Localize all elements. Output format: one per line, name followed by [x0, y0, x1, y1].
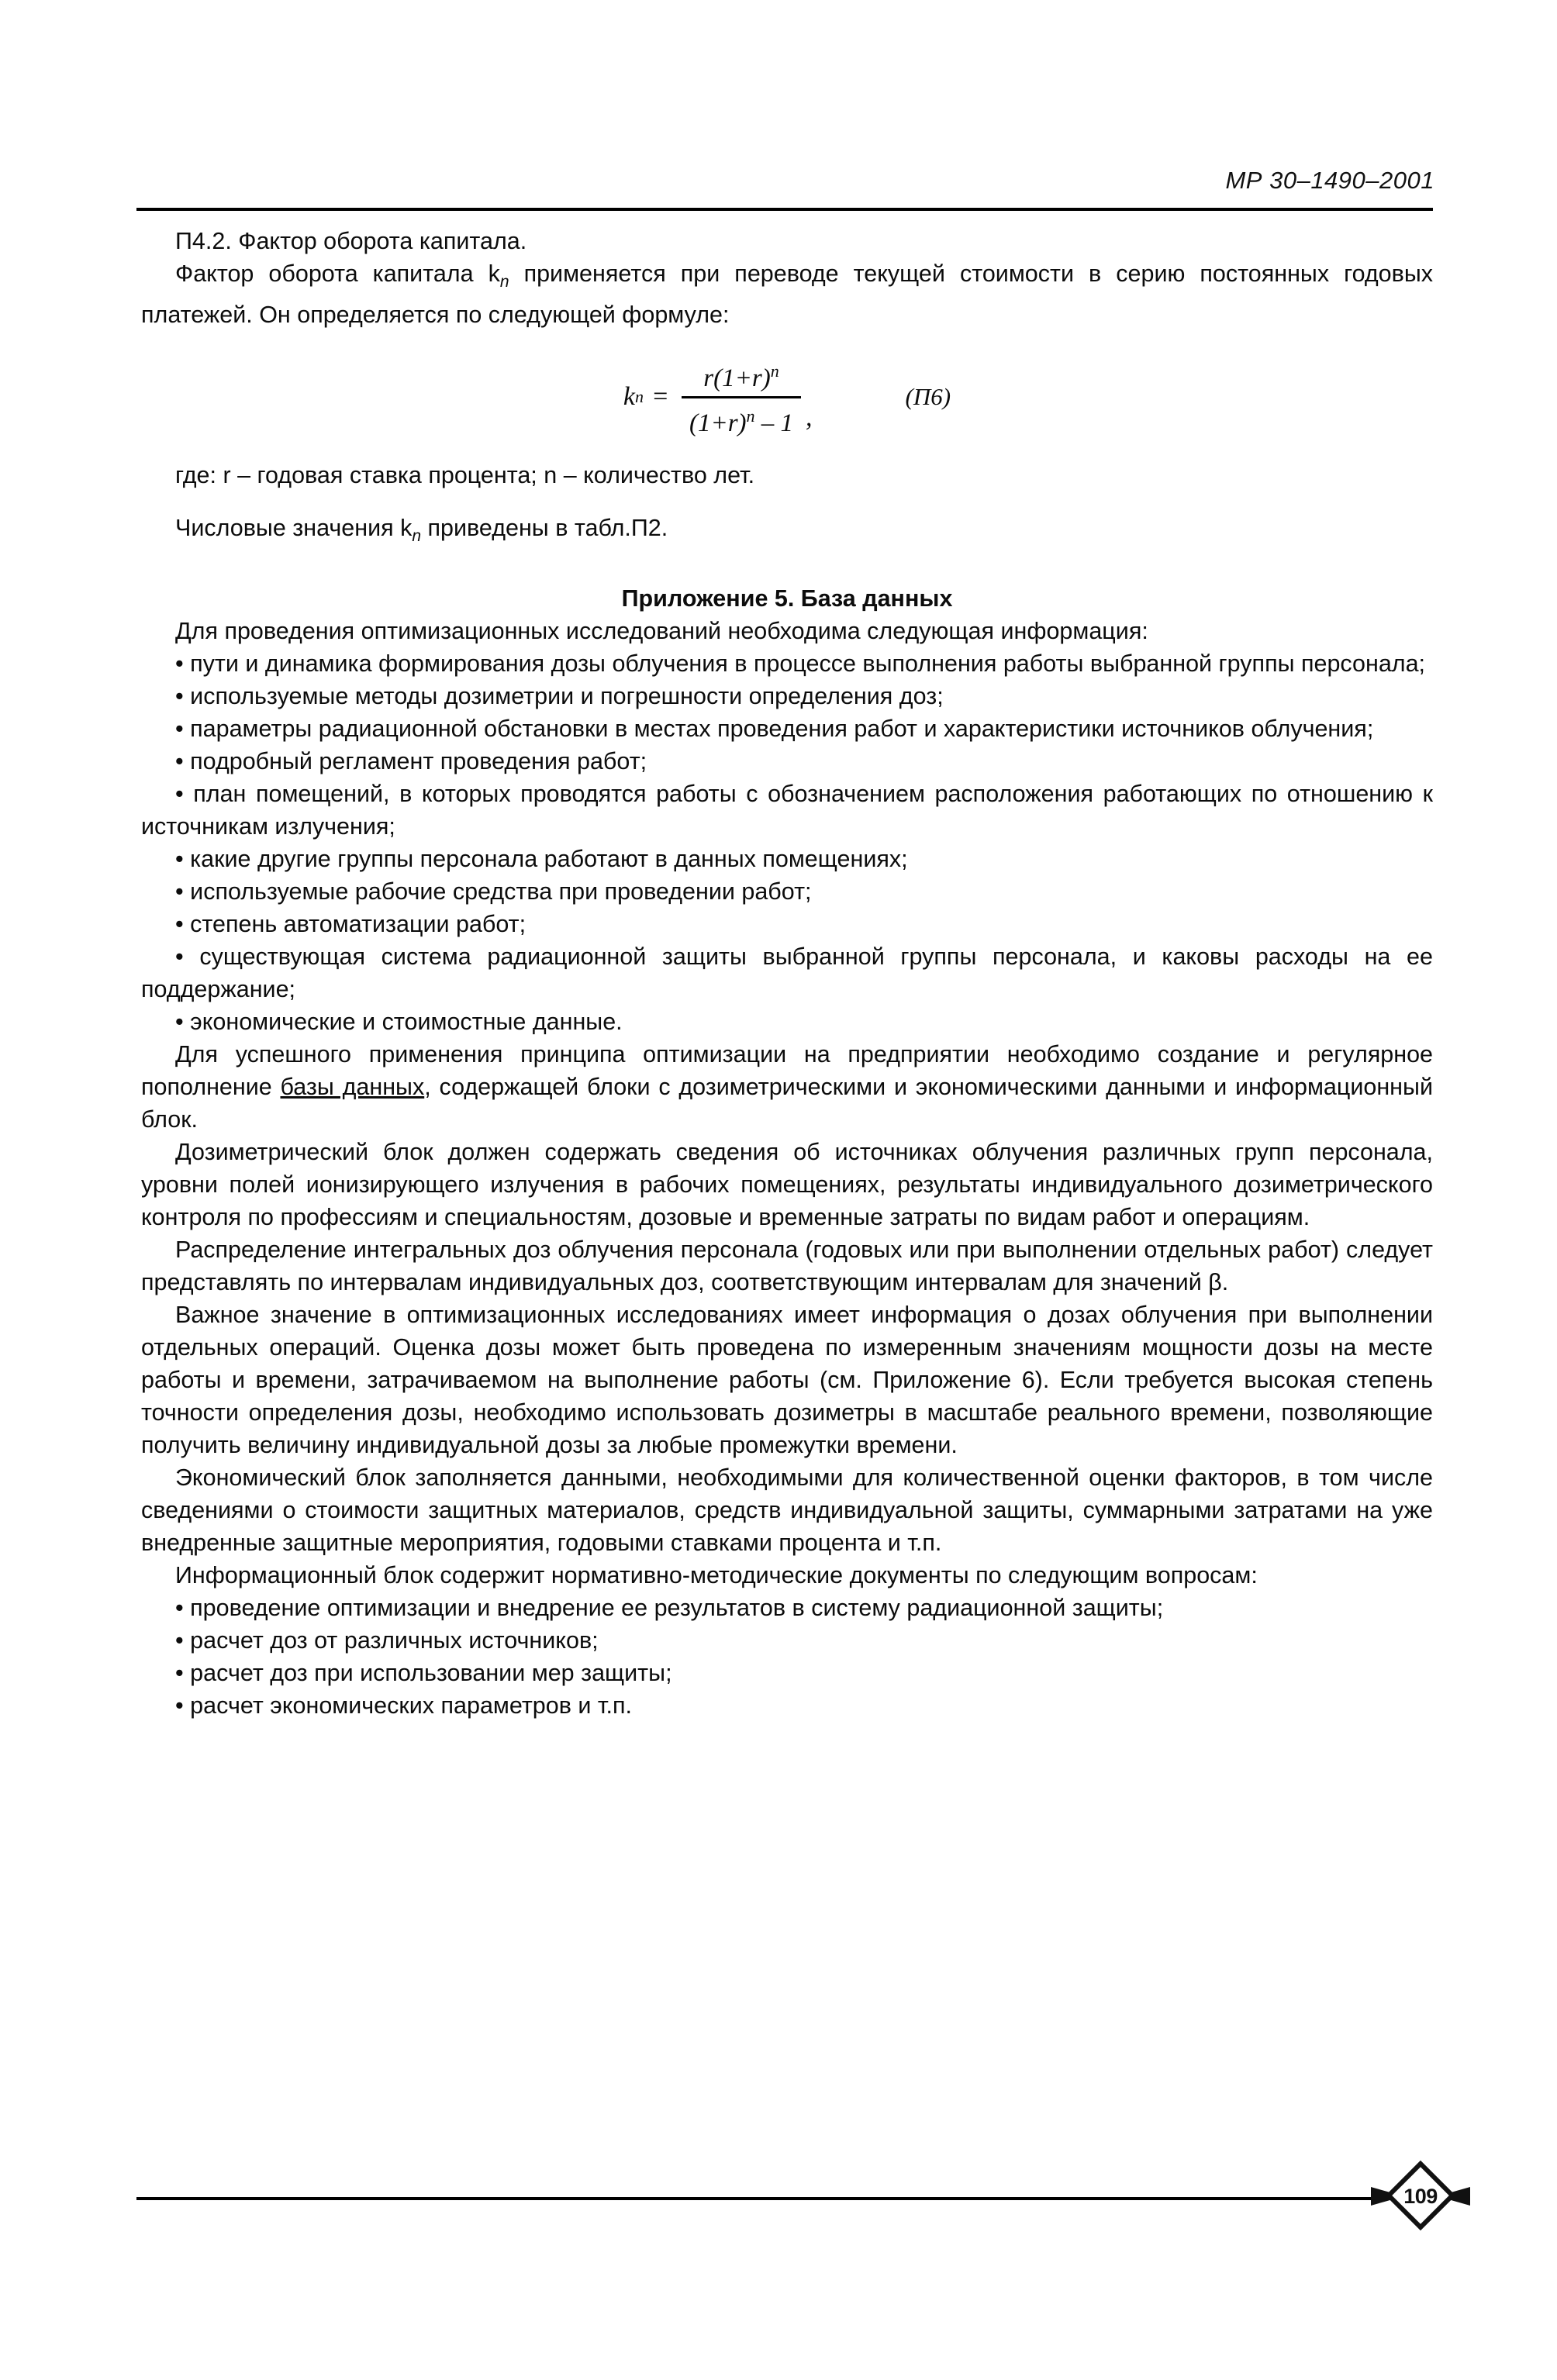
values-text-1: Числовые значения k — [175, 515, 413, 542]
page-header: МР 30–1490–2001 — [1225, 167, 1434, 194]
formula-numerator — [696, 355, 786, 396]
formula-denominator-exponent: n — [746, 406, 755, 426]
p42-text-1: Фактор оборота капитала k — [175, 260, 500, 287]
list-item: • параметры радиационной обстановки в местах проведения работ и характеристики источников облучения; — [175, 716, 1374, 743]
formula-numerator-text: r(1+r) — [703, 364, 771, 393]
list-item: • расчет экономических параметров и т.п. — [175, 1692, 632, 1719]
list-item: • расчет доз при использовании мер защиты; — [175, 1660, 672, 1687]
paragraph-values — [141, 512, 1433, 553]
formula-denominator-rest: – 1 — [754, 409, 794, 438]
footer-divider — [136, 2197, 1433, 2200]
formula-numerator-exponent: n — [770, 361, 779, 381]
paragraph-information-block: Информационный блок содержит нормативно-методические документы по следующим вопросам: — [175, 1562, 1258, 1589]
section-heading-p42: П4.2. Фактор оборота капитала. — [175, 228, 527, 254]
formula-lhs: k — [623, 381, 635, 411]
page-number: 109 — [1403, 2184, 1438, 2208]
list-item: • используемые рабочие средства при проведении работ; — [175, 878, 812, 905]
paragraph-intro: Для проведения оптимизационных исследований необходима следующая информация: — [175, 618, 1148, 645]
list-item: • план помещений, в которых проводятся работы с обозначением расположения работающих по отношению к источникам излучения; — [141, 781, 1433, 840]
paragraph-database — [141, 1038, 1433, 1136]
values-text-2: приведены в табл.П2. — [421, 515, 668, 542]
formula-equals: = — [651, 381, 669, 411]
list-item: • какие другие группы персонала работают в данных помещениях; — [175, 846, 908, 873]
values-subscript: n — [412, 527, 422, 546]
spacer — [141, 492, 1433, 512]
header-divider — [136, 208, 1433, 211]
paragraph-where: где: r – годовая ставка процента; n – количество лет. — [175, 462, 755, 489]
list-item: • пути и динамика формирования дозы облучения в процессе выполнения работы выбранной группы персонала; — [175, 650, 1426, 678]
spacer — [141, 553, 1433, 582]
formula-expression — [623, 354, 951, 439]
page-number-badge — [1371, 2166, 1470, 2227]
list-item: • степень автоматизации работ; — [175, 911, 526, 938]
appendix-title: Приложение 5. База данных — [621, 585, 953, 612]
page-content — [141, 225, 1433, 1722]
paragraph-p42-intro — [141, 257, 1433, 331]
p42-subscript: n — [499, 273, 509, 291]
list-item: • расчет доз от различных источников; — [175, 1627, 599, 1654]
db-text-2: , содержащей блоки с дозиметрическими и экономическими данными и информационный блок. — [141, 1074, 1433, 1133]
formula-denominator-text: (1+r) — [689, 409, 747, 438]
paragraph-important: Важное значение в оптимизационных исследованиях имеет информация о дозах облучения при выполнении отдельных операций. Оценка дозы может быть проведена по измеренным значениям мощности дозы на месте работы и времени, затрачиваемом на выполнение работы (см. Приложение 6). Если требуется высокая степень точности определения дозы, необходимо использовать дозиметры в масштабе реального времени, позволяющие получить величину индивидуальной дозы за любые промежутки времени. — [141, 1302, 1433, 1459]
db-text-1: Для успешного применения принципа оптимизации на предприятии необходимо создание и регулярное пополнение — [141, 1041, 1433, 1101]
p42-text-2: применяется при переводе текущей стоимости в серию постоянных годовых платежей. Он определяется по следующей формуле: — [141, 260, 1434, 329]
paragraph-dosimetric-block: Дозиметрический блок должен содержать сведения об источниках облучения различных групп персонала, уровни полей ионизирующего излучения в рабочих помещениях, результаты индивидуального дозиметрического контроля по профессиям и специальностям, дозовые и временные затраты по видам работ и операциям. — [141, 1139, 1433, 1231]
list-item: • экономические и стоимостные данные. — [175, 1009, 623, 1036]
formula-number: (П6) — [905, 382, 951, 410]
page-sheet — [116, 0, 1466, 2380]
formula-fraction — [682, 355, 801, 440]
list-item: • используемые методы дозиметрии и погрешности определения доз; — [175, 683, 944, 710]
formula-p6 — [141, 354, 1433, 439]
formula-comma: , — [806, 403, 813, 433]
paragraph-dose-distribution: Распределение интегральных доз облучения персонала (годовых или при выполнении отдельных работ) следует представлять по интервалам индивидуальных доз, соответствующим интервалам для значений β. — [141, 1237, 1433, 1296]
paragraph-economic-block: Экономический блок заполняется данными, необходимыми для количественной оценки факторов, в том числе сведениями о стоимости защитных материалов, средств индивидуальной защиты, суммарными затратами на уже внедренные защитные мероприятия, годовыми ставками процента и т.п. — [141, 1464, 1433, 1557]
db-underlined-term: базы данных — [280, 1074, 425, 1101]
formula-lhs-subscript: n — [635, 386, 644, 406]
list-item: • проведение оптимизации и внедрение ее результатов в систему радиационной защиты; — [175, 1595, 1164, 1622]
list-item: • существующая система радиационной защиты выбранной группы персонала, и каковы расходы на ее поддержание; — [141, 943, 1433, 1003]
formula-denominator — [682, 398, 801, 440]
list-item: • подробный регламент проведения работ; — [175, 748, 647, 775]
